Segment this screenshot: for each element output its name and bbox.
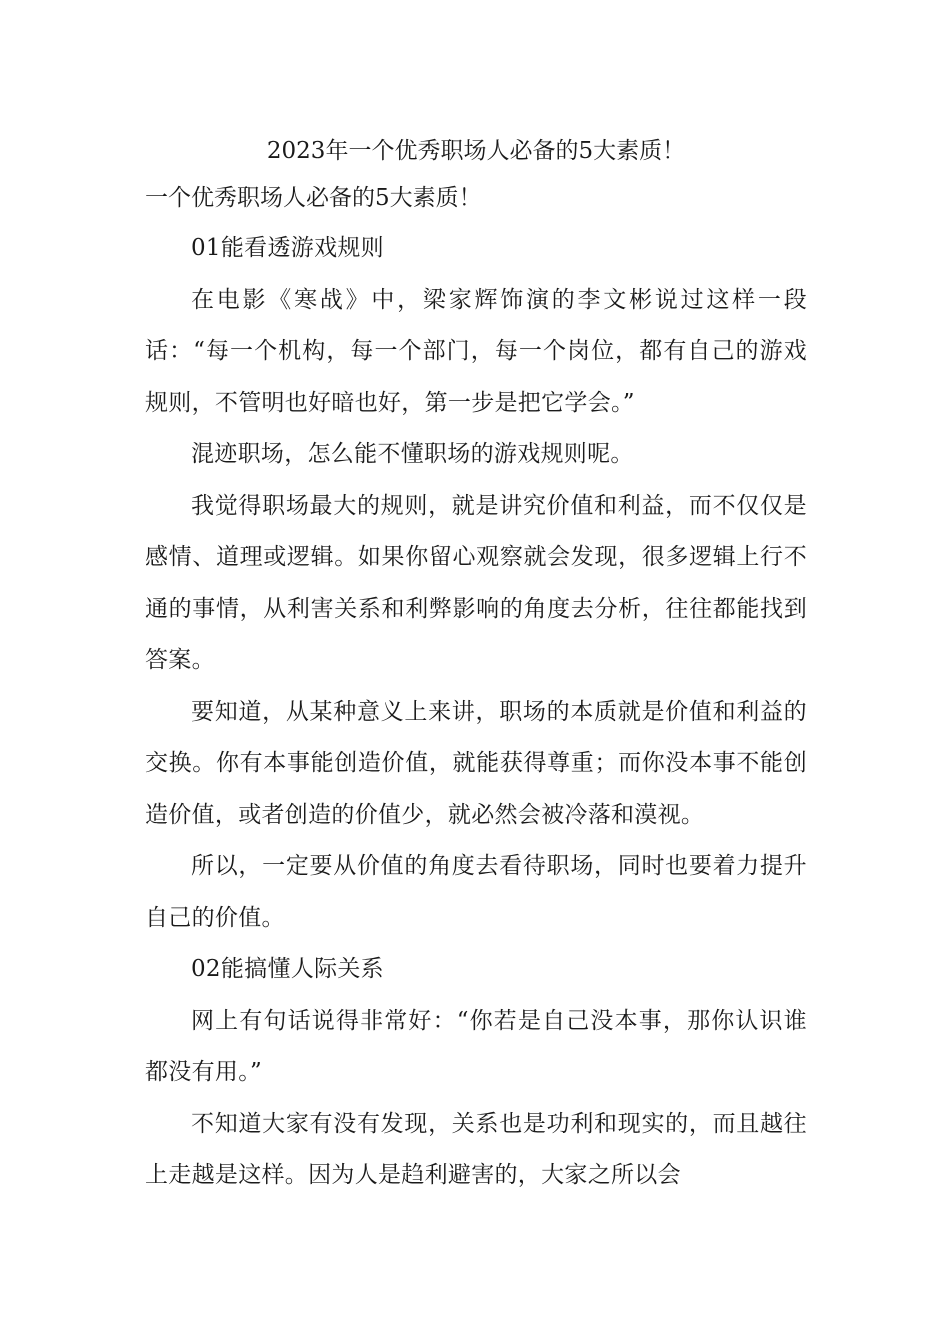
paragraph: 我觉得职场最大的规则，就是讲究价值和利益，而不仅仅是感情、道理或逻辑。如果你留心观察就会发现，很多逻辑上行不通的事情，从利害关系和利弊影响的角度去分析，往往都能找到答案。	[145, 492, 807, 673]
paragraph: 网上有句话说得非常好：“你若是自己没本事，那你认识谁都没有用。”	[145, 1007, 807, 1085]
document-subtitle: 一个优秀职场人必备的5大素质！	[145, 185, 482, 211]
paragraph: 不知道大家有没有发现，关系也是功利和现实的，而且越往上走越是这样。因为人是趋利避害的，大家之所以会	[145, 1110, 807, 1188]
section-heading-01: 01能看透游戏规则	[191, 235, 384, 261]
paragraph: 要知道，从某种意义上来讲，职场的本质就是价值和利益的交换。你有本事能创造价值，就能获得尊重；而你没本事不能创造价值，或者创造的价值少，就必然会被冷落和漠视。	[145, 698, 807, 828]
paragraph: 在电影《寒战》中，梁家辉饰演的李文彬说过这样一段话：“每一个机构，每一个部门，每一个岗位，都有自己的游戏规则，不管明也好暗也好，第一步是把它学会。”	[145, 286, 807, 416]
document-title: 2023年一个优秀职场人必备的5大素质！	[266, 138, 686, 164]
paragraph: 所以，一定要从价值的角度去看待职场，同时也要着力提升自己的价值。	[145, 853, 807, 931]
section-heading-02: 02能搞懂人际关系	[191, 956, 384, 982]
paragraph: 混迹职场，怎么能不懂职场的游戏规则呢。	[191, 441, 634, 467]
document-body	[145, 128, 807, 1202]
